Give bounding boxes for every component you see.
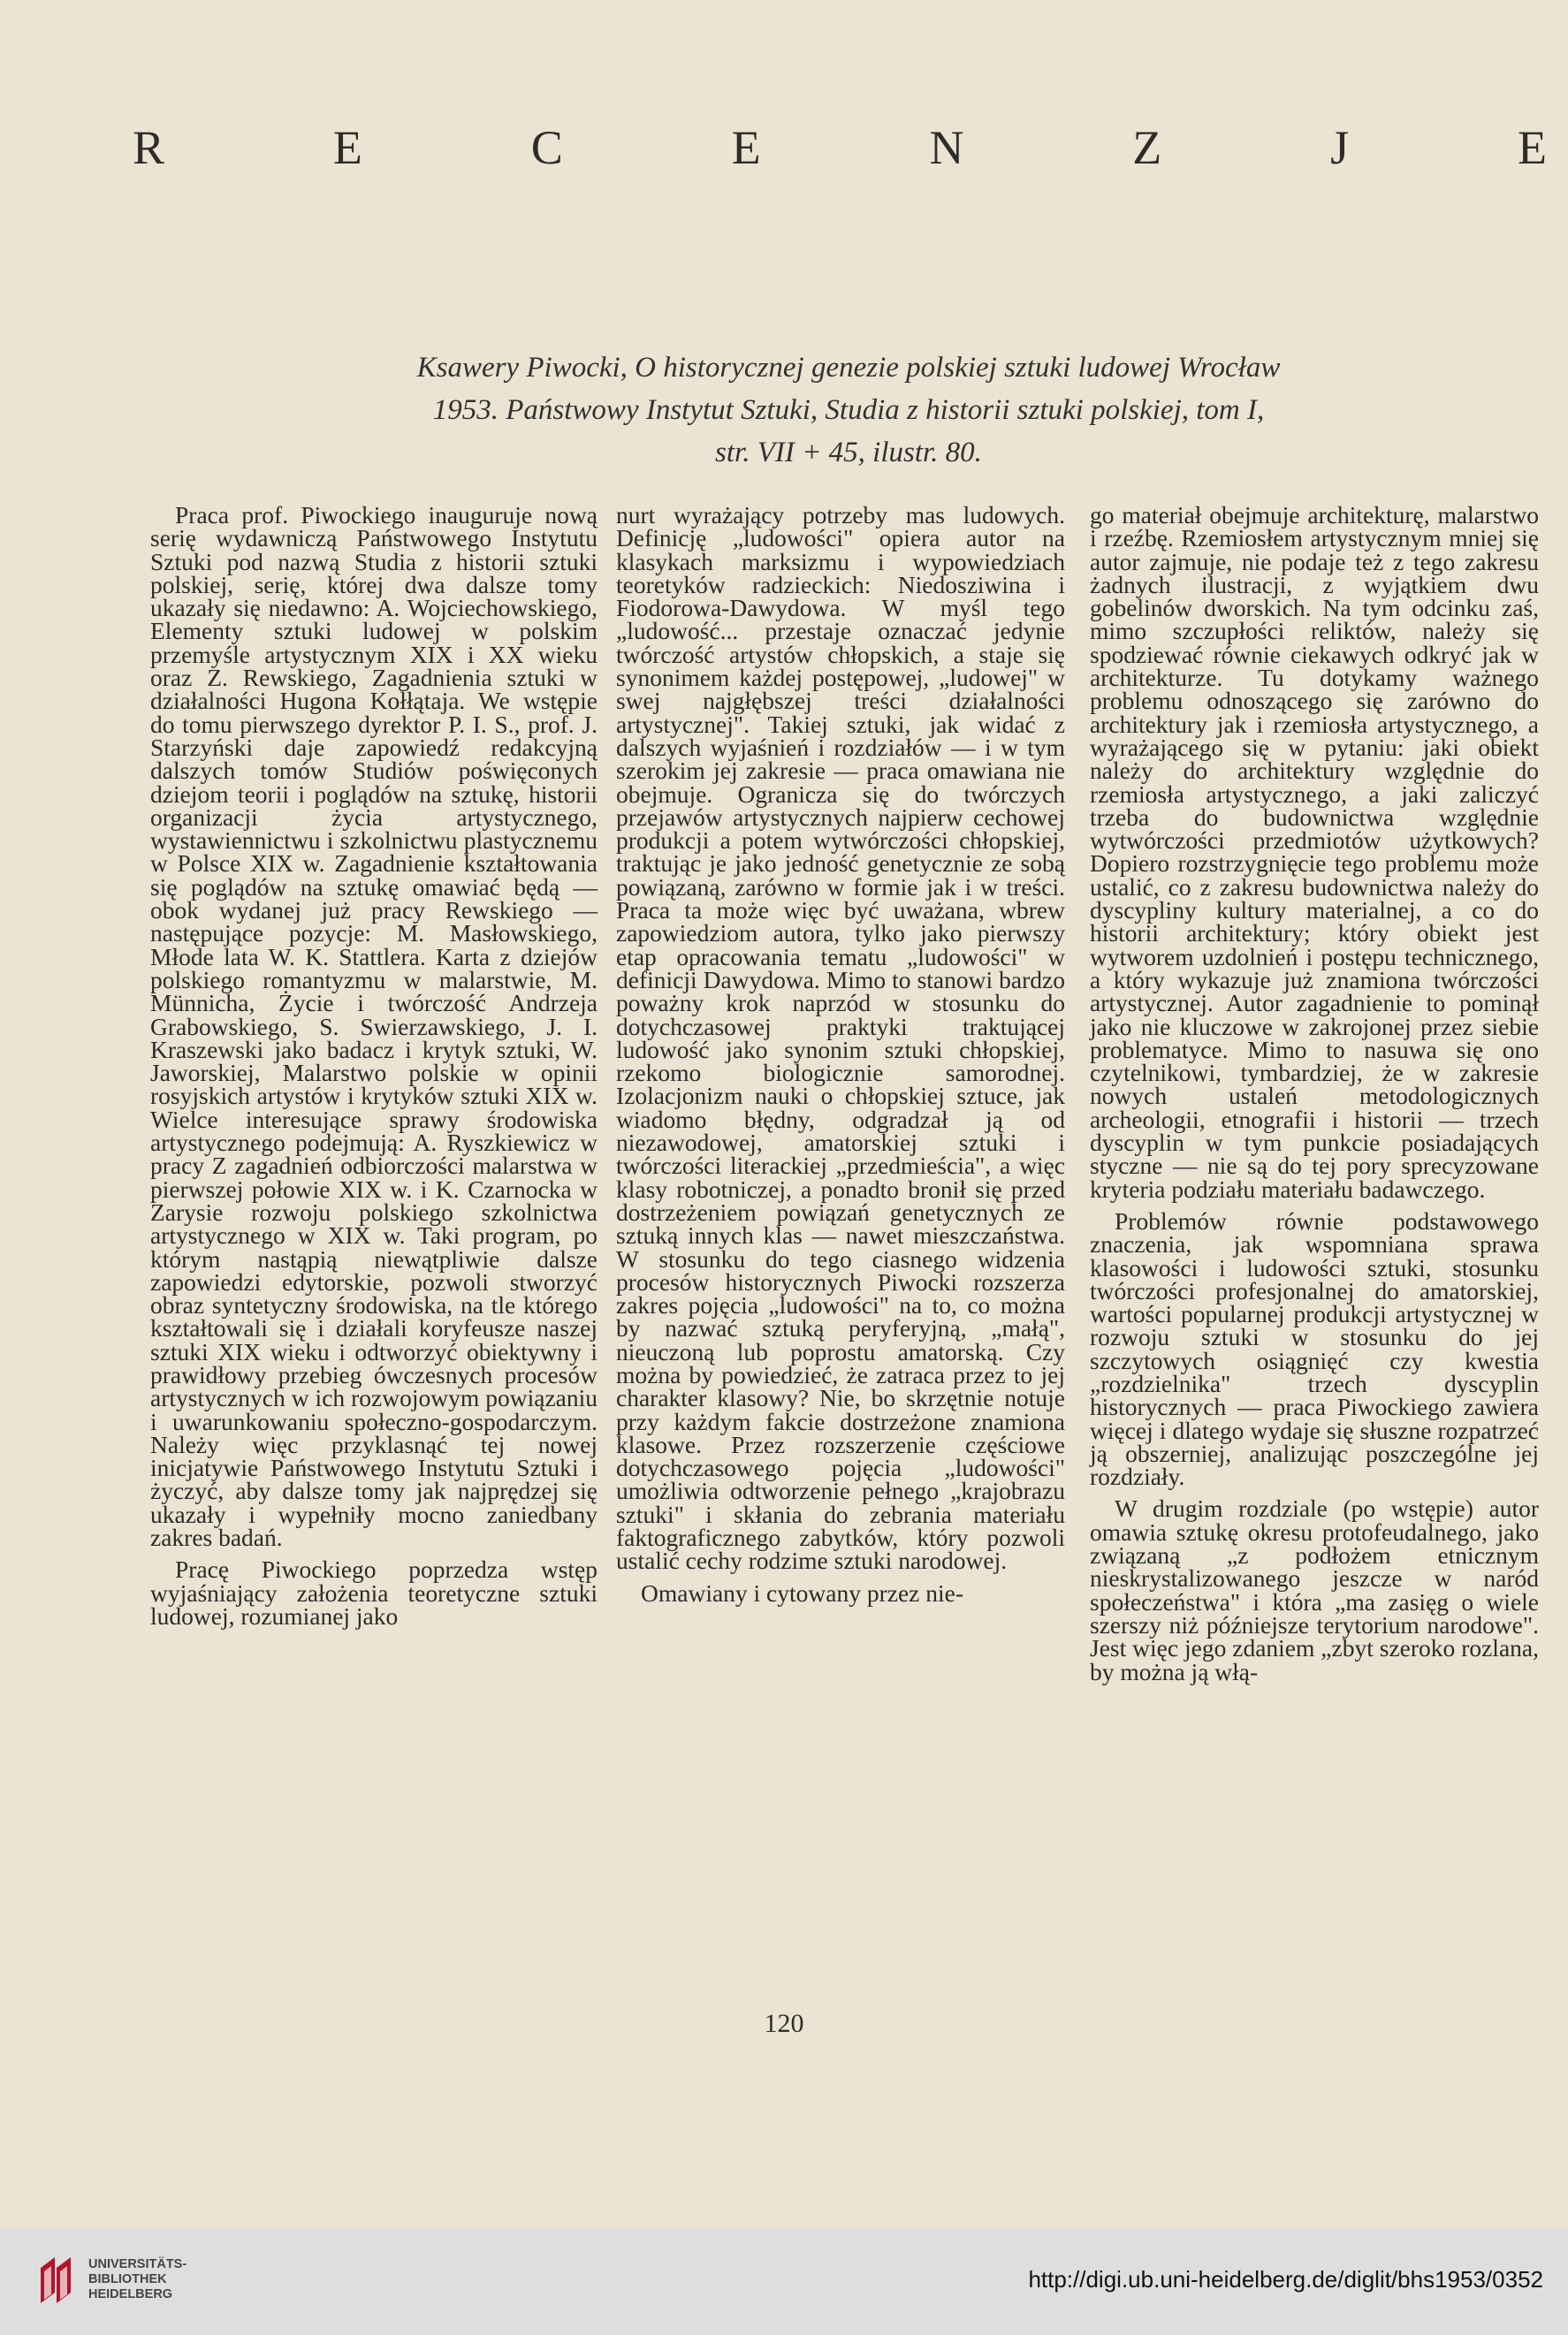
permalink-url[interactable]: http://digi.ub.uni-heidelberg.de/diglit/bhs1953/0352 [1028,2266,1543,2293]
heading-letter: N [929,121,964,174]
paragraph: Problemów równie podstawowego znaczenia, jak wspomniana sprawa klasowości i ludowości sztuki, stosunku twórczości profesjonalnej do amatorskiej, wartości popularnej produkcji artystycznej w rozwoju sztuki w stosunku do jej szczytowych osiągnięć czy kwestia „rozdzielnika" trzech dyscyplin historycznych — praca Piwockiego zawiera więcej i dlatego wydaje się słuszne rozpatrzeć ją obszerniej, analizując poszczególne jej rozdziały. [1090,1206,1539,1491]
library-name-line: BIBLIOTHEK [88,2272,167,2286]
heading-letter: C [530,121,563,174]
paragraph: Pracę Piwockiego poprzedza wstęp wyjaśniający założenia teoretyczne sztuki ludowej, rozumianej jako [150,1555,598,1630]
section-heading [133,120,1547,175]
heading-letter: E [1517,121,1547,174]
paragraph: nurt wyrażający potrzeby mas ludowych. Definicję „ludowości" opiera autor na klasykach marksizmu i wypowiedziach teoretyków radzieckich: Niedosziwina i Fiodorowa-Dawydowa. W myśl tego „ludowość... przestaje oznaczać jedynie twórczość artystów chłopskich, a staje się synonimem każdej postępowej, „ludowej" w swej najgłębszej treści działalności artystycznej". Takiej sztuki, jak widać z dalszych wyjaśnień i rozdziałów — i w tym szerokim jej zakresie — praca omawiana nie obejmuje. Ogranicza się do twórczych przejawów artystycznych najpierw cechowej produkcji a potem wytwórczości chłopskiej, traktując je jako jedność genetycznie ze sobą powiązaną, zarówno w formie jak i w treści. Praca ta może więc być uważana, wbrew zapowiedziom autora, tylko jako pierwszy etap opracowania tematu „ludowości" w definicji Dawydowa. Mimo to stanowi bardzo poważny krok naprzód w stosunku do dotychczasowej praktyki traktującej ludowość jako synonim sztuki chłopskiej, rzekomo biologicznie samorodnej. Izolacjonizm nauki o chłopskiej sztuce, jak wiadomo błędny, odgradzał ją od niezawodowej, amatorskiej sztuki i twórczości literackiej „przedmieścia", a więc klasy robotniczej, a ponadto bronił się przed dostrzeżeniem powiązań genetycznych ze sztuką innych klas — nawet mieszczaństwa. W stosunku do tego ciasnego widzenia procesów historycznych Piwocki rozszerza zakres pojęcia „ludowości" na to, co można by nazwać sztuką peryferyjną, „małą", nieuczoną lub poprostu amatorską. Czy można by powiedzieć, że zatraca przez to jej charakter klasowy? Nie, bo skrzętnie notuje przy każdym fakcie dostrzeżone znamiona klasowe. Przez rozszerzenie częściowe dotychczasowego pojęcia „ludowości" umożliwia odtworzenie pełnego „krajobrazu sztuki" i skłania do zebrania materiału faktograficznego zabytków, który pozwoli ustalić cechy rodzime sztuki narodowej. [616,501,1065,1575]
heading-letter: J [1330,121,1350,174]
text-column-middle [616,501,1065,1607]
heading-letter: E [332,121,362,174]
library-name [88,2257,186,2302]
library-logo-icon [35,2252,80,2307]
library-footer [0,2227,1568,2335]
heading-letter: Z [1132,121,1162,174]
library-name-line: UNIVERSITÄTS- [88,2257,187,2271]
paragraph: Omawiany i cytowany przez nie- [641,1578,963,1607]
heading-letter: R [133,121,165,174]
paragraph: Praca prof. Piwockiego inauguruje nową serię wydawniczą Państwowego Instytutu Sztuki pod nazwą Studia z historii sztuki polskiej, serię, której dwa dalsze tomy ukazały się niedawno: A. Wojciechowskiego, Elementy sztuki ludowej w polskim przemyśle artystycznym XIX i XX wieku oraz Z. Rewskiego, Zagadnienia sztuki w działalności Hugona Kołłątaja. We wstępie do tomu pierwszego dyrektor P. I. S., prof. J. Starzyński daje zapowiedź redakcyjną dalszych tomów Studiów poświęconych dziejom teorii i poglądów na sztukę, historii organizacji życia artystycznego, wystawiennictwu i szkolnictwu plastycznemu w Polsce XIX w. Zagadnienie kształtowania się poglądów na sztukę omawiać będą — obok wydanej już pracy Rewskiego — następujące pozycje: M. Masłowskiego, Młode lata W. K. Stattlera. Karta z dziejów polskiego romantyzmu w malarstwie, M. Münnicha, Życie i twórczość Andrzeja Grabowskiego, S. Swierzawskiego, J. I. Kraszewski jako badacz i krytyk sztuki, W. Jaworskiej, Malarstwo polskie w opinii rosyjskich artystów i krytyków sztuki XIX w. Wielce interesujące sprawy środowiska artystycznego podejmują: A. Ryszkiewicz w pracy Z zagadnień odbiorczości malarstwa w pierwszej połowie XIX w. i K. Czarnocka w Zarysie rozwoju polskiego szkolnictwa artystycznego w XIX w. Taki program, po którym nastąpią niewątpliwie dalsze zapowiedzi edytorskie, pozwoli stworzyć obraz syntetyczny środowiska, na tle którego kształtowali się i działali koryfeusze naszej sztuki XIX wieku i odtworzyć obiektywny i prawidłowy przebieg ówczesnych procesów artystycznych w ich rozwojowym powiązaniu i uwarunkowaniu społeczno-gospodarczym. Należy więc przyklasnąć tej nowej inicjatywie Państwowego Instytutu Sztuki i życzyć, aby dalsze tomy jak najprędzej się ukazały i wypełniły mocno zaniedbany zakres badań. [150,501,598,1552]
library-name-line: HEIDELBERG [88,2287,173,2301]
citation-line: Ksawery Piwocki, O historycznej genezie polskiej sztuki ludowej Wrocław [416,352,1281,384]
citation-line: 1953. Państwowy Instytut Sztuki, Studia z historii sztuki polskiej, tom I, [432,394,1265,426]
text-column-right [1090,501,1539,1685]
page-number: 120 [764,2009,804,2038]
paragraph: go materiał obejmuje architekturę, malarstwo i rzeźbę. Rzemiosłem artystycznym mniej się autor zajmuje, nie podaje też z tego zakresu żadnych ilustracji, z wyjątkiem dwu gobelinów dworskich. Na tym odcinku zaś, mimo szczupłości reliktów, należy się spodziewać równie ciekawych odkryć jak w architekturze. Tu dotykamy ważnego problemu odnoszącego się zarówno do architektury jak i rzemiosła artystycznego, a wyrażającego się w pytaniu: jaki obiekt należy do architektury względnie do rzemiosła artystycznego, a jaki zaliczyć trzeba do budownictwa względnie wytwórczości przedmiotów użytkowych? Dopiero rozstrzygnięcie tego problemu może ustalić, co z zakresu budownictwa należy do dyscypliny kultury materialnej, a co do historii architektury; który obiekt jest wytworem uzdolnień i postępu technicznego, a który wykazuje już znamiona twórczości artystycznej. Autor zagadnienie to pominął jako nie kluczowe w zakrojonej przez siebie problematyce. Mimo to nasuwa się ono czytelnikowi, tymbardziej, że w zakresie nowych ustaleń metodologicznych archeologii, etnografii i historii — trzech dyscyplin w tym punkcie posiadających styczne — nie są do tej pory sprecyzowane kryteria podziału materiału badawczego. [1090,501,1539,1203]
paragraph: W drugim rozdziale (po wstępie) autor omawia sztukę okresu protofeudalnego, jako związaną „z podłożem etnicznym nieskrystalizowanego jeszcze w naród społeczeństwa" i która „ma zasięg o wiele szerszy niż późniejsze terytorium narodowe". Jest więc jego zdaniem „zbyt szeroko rozlana, by można ją włą- [1090,1495,1539,1685]
reviewed-book-citation [283,346,1414,474]
text-column-left [150,501,598,1630]
heading-letter: E [731,121,761,174]
citation-line: str. VII + 45, ilustr. 80. [715,437,982,468]
